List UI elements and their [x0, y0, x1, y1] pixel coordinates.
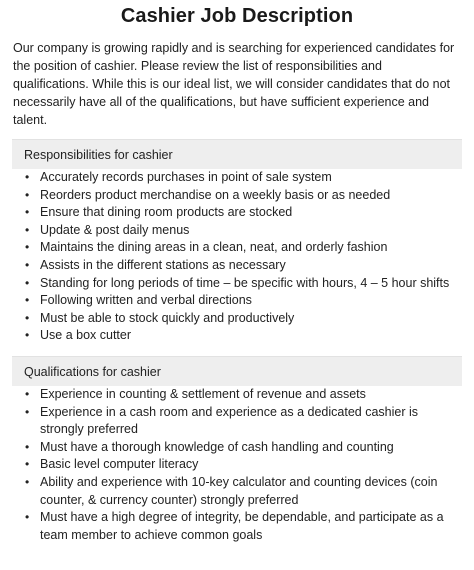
responsibility-item — [25, 257, 462, 275]
bullet-icon: • — [25, 240, 30, 255]
bullet-icon: • — [25, 170, 30, 184]
qualification-text: Basic level computer literacy — [40, 457, 199, 472]
responsibility-text: Maintains the dining areas in a clean, neat, and orderly fashion — [40, 240, 388, 255]
responsibility-item — [25, 187, 462, 205]
responsibility-item — [25, 204, 462, 222]
qualification-item — [25, 439, 462, 457]
responsibility-item — [25, 310, 462, 328]
bullet-icon: • — [25, 205, 30, 220]
bullet-icon: • — [25, 257, 30, 272]
responsibility-text: Update & post daily menus — [40, 222, 190, 237]
qualifications-list — [12, 386, 462, 544]
responsibility-text: Following written and verbal directions — [40, 293, 252, 308]
bullet-icon: • — [25, 510, 30, 525]
qualification-item — [25, 509, 462, 544]
qualification-item — [25, 474, 462, 509]
responsibility-text: Accurately records purchases in point of sale system — [40, 170, 332, 184]
qualification-text: Experience in a cash room and experience as a dedicated cashier is strongly preferred — [40, 404, 418, 437]
intro-paragraph: Our company is growing rapidly and is searching for experienced candidates for the position of cashier. Please review the list of responsibilities and qualifications. While this is our ideal list, we will consider candidates that do not necessarily have all of the qualifications, but have sufficient experience and talent. — [13, 41, 455, 127]
responsibility-text: Reorders product merchandise on a weekly basis or as needed — [40, 187, 391, 202]
bullet-icon: • — [25, 439, 30, 454]
bullet-icon: • — [25, 328, 30, 343]
responsibility-text: Use a box cutter — [40, 328, 132, 343]
responsibility-item — [25, 275, 462, 293]
responsibility-item — [25, 327, 462, 345]
bullet-icon: • — [25, 222, 30, 237]
qualification-item — [25, 456, 462, 474]
qualifications-section-header: Qualifications for cashier — [12, 356, 462, 386]
responsibility-item — [25, 292, 462, 310]
responsibilities-section-header: Responsibilities for cashier — [12, 139, 462, 169]
bullet-icon: • — [25, 310, 30, 325]
bullet-icon: • — [25, 187, 30, 202]
qualification-text: Experience in counting & settlement of revenue and assets — [40, 386, 366, 401]
responsibility-item — [25, 222, 462, 240]
qualification-text: Ability and experience with 10-key calculator and counting devices (coin counter, & currency counter) strongly preferred — [40, 474, 438, 507]
bullet-icon: • — [25, 404, 30, 419]
qualification-text: Must have a high degree of integrity, be dependable, and participate as a team member to achieve common goals — [40, 510, 444, 542]
responsibility-item — [25, 169, 462, 187]
qualification-item — [25, 386, 462, 404]
page-title: Cashier Job Description — [120, 5, 354, 27]
bullet-icon: • — [25, 474, 30, 489]
responsibility-text: Standing for long periods of time – be specific with hours, 4 – 5 hour shifts — [40, 275, 450, 290]
responsibilities-list — [12, 169, 462, 345]
responsibility-text: Ensure that dining room products are stocked — [40, 205, 293, 220]
bullet-icon: • — [25, 293, 30, 308]
responsibility-text: Must be able to stock quickly and productively — [40, 310, 295, 325]
qualification-item — [25, 404, 462, 439]
bullet-icon: • — [25, 386, 30, 401]
responsibility-text: Assists in the different stations as necessary — [40, 257, 286, 272]
responsibility-item — [25, 239, 462, 257]
bullet-icon: • — [25, 275, 30, 290]
qualification-text: Must have a thorough knowledge of cash handling and counting — [40, 439, 394, 454]
bullet-icon: • — [25, 457, 30, 472]
